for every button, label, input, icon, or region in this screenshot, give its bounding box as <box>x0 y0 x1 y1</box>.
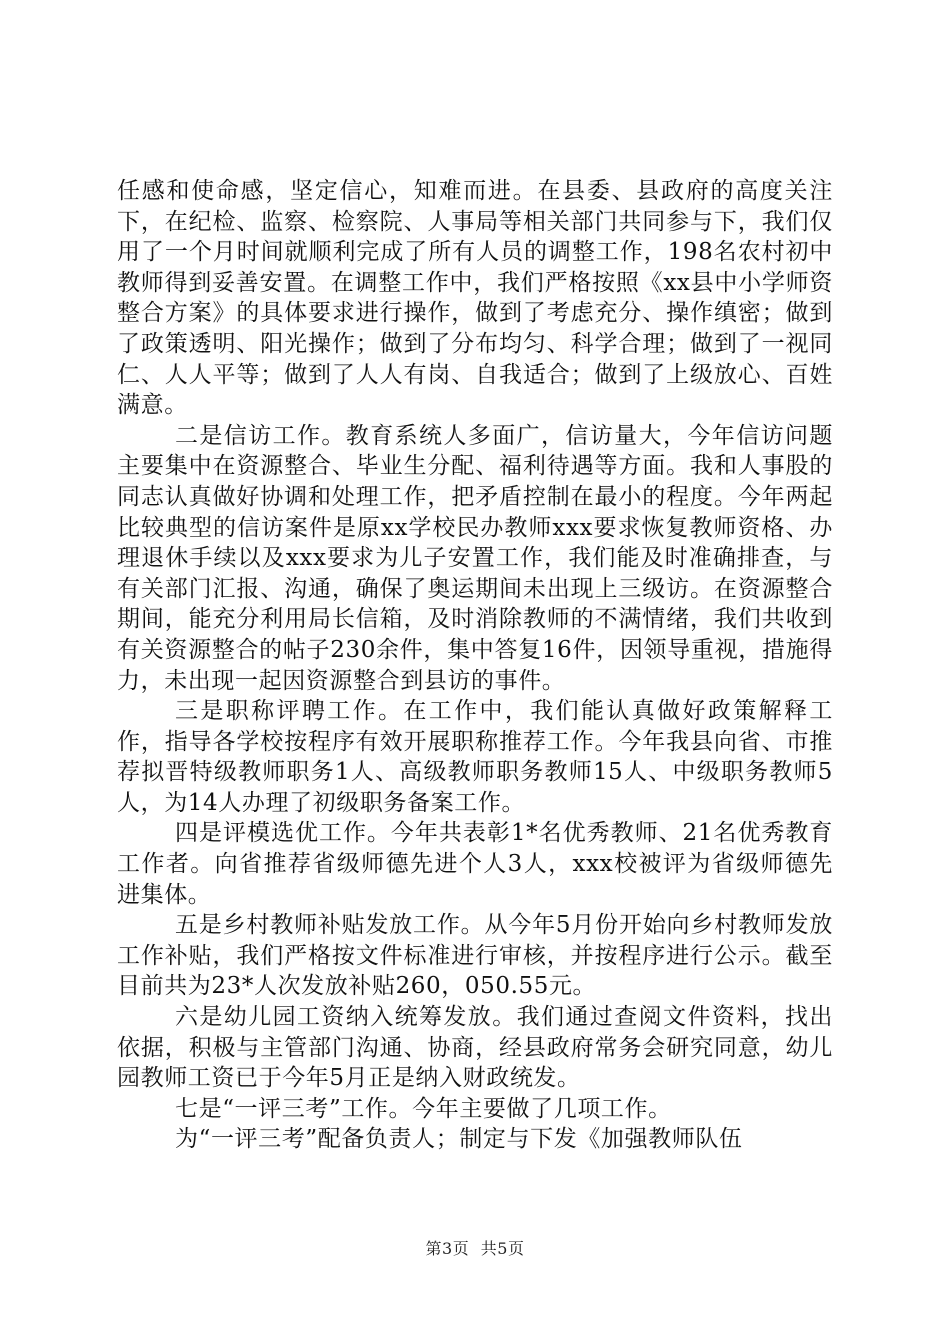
page-total: 共5页 <box>480 1239 525 1258</box>
paragraph-7: 七是“一评三考”工作。今年主要做了几项工作。 <box>175 1095 672 1122</box>
page-number: 第3页 <box>425 1239 470 1258</box>
paragraph-1: 任感和使命感，坚定信心，知难而进。在县委、县政府的高度关注下，在纪检、监察、检察院、人事局等相关部门共同参与下，我们仅用了一个月时间就顺利完成了所有人员的调整工作，198名农村初中教师得到妥善安置。在调整工作中，我们严格按照《xx县中小学师资整合方案》的具体要求进行操作，做到了考虑充分、操作缜密；做到了政策透明、阳光操作；做到了分布均匀、科学合理；做到了一视同仁、人人平等；做到了人人有岗、自我适合；做到了上级放心、百姓满意。 <box>117 178 833 419</box>
paragraph-6: 六是幼儿园工资纳入统筹发放。我们通过查阅文件资料，找出依据，积极与主管部门沟通、协商，经县政府常务会研究同意，幼儿园教师工资已于今年5月正是纳入财政统发。 <box>117 1004 833 1092</box>
paragraph-3: 三是职称评聘工作。在工作中，我们能认真做好政策解释工作，指导各学校按程序有效开展职称推荐工作。今年我县向省、市推荐拟晋特级教师职务1人、高级教师职务教师15人、中级职务教师5人，为14人办理了初级职务备案工作。 <box>117 698 833 816</box>
document-body <box>117 176 833 1155</box>
paragraph-4: 四是评模选优工作。今年共表彰1*名优秀教师、21名优秀教育工作者。向省推荐省级师德先进个人3人，xxx校被评为省级师德先进集体。 <box>117 820 833 908</box>
paragraph-5: 五是乡村教师补贴发放工作。从今年5月份开始向乡村教师发放工作补贴，我们严格按文件标准进行审核，并按程序进行公示。截至目前共为23*人次发放补贴260，050.55元。 <box>117 912 833 1000</box>
paragraph-2: 二是信访工作。教育系统人多面广，信访量大，今年信访问题主要集中在资源整合、毕业生分配、福利待遇等方面。我和人事股的同志认真做好协调和处理工作，把矛盾控制在最小的程度。今年两起比较典型的信访案件是原xx学校民办教师xxx要求恢复教师资格、办理退休手续以及xxx要求为儿子安置工作，我们能及时准确排查，与有关部门汇报、沟通，确保了奥运期间未出现上三级访。在资源整合期间，能充分利用局长信箱，及时消除教师的不满情绪，我们共收到有关资源整合的帖子230余件，集中答复16件，因领导重视，措施得力，未出现一起因资源整合到县访的事件。 <box>117 422 833 694</box>
paragraph-8: 为“一评三考”配备负责人；制定与下发《加强教师队伍 <box>175 1126 743 1153</box>
page-footer <box>0 1236 950 1259</box>
